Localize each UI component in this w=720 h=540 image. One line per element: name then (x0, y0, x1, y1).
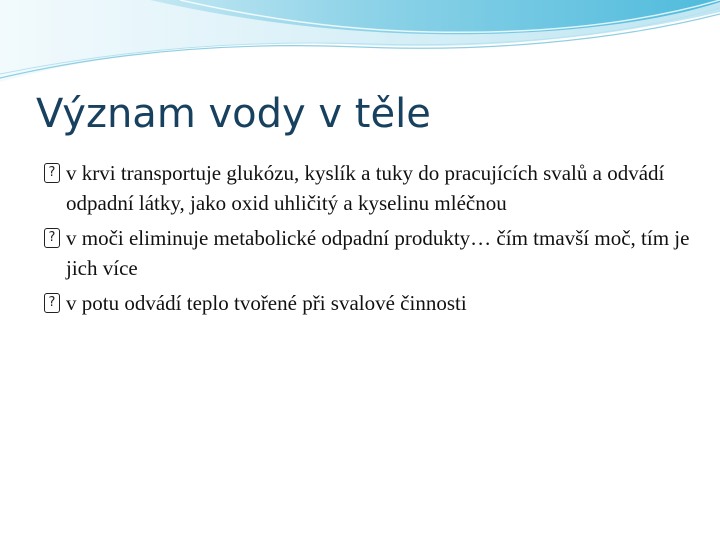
bullet-text: v moči eliminuje metabolické odpadní produkty… čím tmavší moč, tím je jich více (66, 226, 690, 280)
bullet-item (44, 223, 694, 283)
bullet-text: v krvi transportuje glukózu, kyslík a tuky do pracujících svalů a odvádí odpadní látky, jako oxid uhličitý a kyselinu mléčnou (66, 161, 665, 215)
bullet-item (44, 288, 694, 318)
bullet-list (44, 158, 694, 323)
bullet-text: v potu odvádí teplo tvořené při svalové činnosti (66, 291, 467, 315)
missing-glyph-icon: ? (44, 228, 60, 248)
header-wave-decoration (0, 0, 720, 90)
missing-glyph-icon: ? (44, 163, 60, 183)
slide-title: Význam vody v těle (36, 91, 431, 137)
bullet-item (44, 158, 694, 218)
missing-glyph-icon: ? (44, 293, 60, 313)
